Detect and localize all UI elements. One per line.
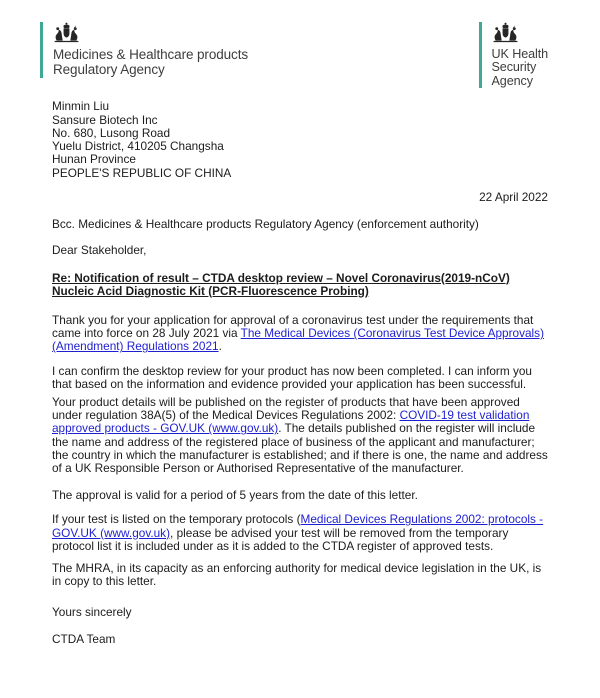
p1-text-after: . <box>218 339 222 354</box>
royal-crest-icon <box>492 22 519 43</box>
recipient-district: Yuelu District, 410205 Changsha <box>52 139 224 154</box>
ukhsa-name-line3: Agency <box>491 73 533 88</box>
signature: CTDA Team <box>52 631 116 646</box>
letter-date: 22 April 2022 <box>479 190 548 204</box>
recipient-street: No. 680, Lusong Road <box>52 125 171 140</box>
ukhsa-brand-bar <box>479 22 482 88</box>
letterhead <box>40 22 548 88</box>
paragraph-review-completed: I can confirm the desktop review for your product has now been completed. I can inform you that based on the information and evidence provided your application has been successful. <box>52 363 532 391</box>
paragraph-mhra-copy: The MHRA, in its capacity as an enforcing authority for medical device legislation in the UK, is in copy to this letter. <box>52 561 542 589</box>
p1-text-before: Thank you for your application for approval of a coronavirus test under the requirements that came into force on 28 July 2021 via <box>52 313 534 341</box>
mhra-logo <box>40 22 248 78</box>
covid-test-register-link[interactable]: COVID-19 test validation approved products - GOV.UK (www.gov.uk) <box>52 408 530 436</box>
royal-crest-icon <box>53 22 80 43</box>
medical-devices-regulations-link[interactable]: The Medical Devices (Coronavirus Test Device Approvals) (Amendment) Regulations 2021 <box>52 326 544 354</box>
recipient-name: Minmin Liu <box>52 99 110 114</box>
mhra-brand-bar <box>40 22 43 78</box>
recipient-province: Hunan Province <box>52 152 136 167</box>
paragraph-application-thanks <box>52 314 548 354</box>
recipient-address <box>52 100 548 180</box>
salutation: Dear Stakeholder, <box>52 243 147 258</box>
p5-text-before: If your test is listed on the temporary protocols ( <box>52 512 301 527</box>
paragraph-register-publication <box>52 396 548 475</box>
mhra-name-line2: Regulatory Agency <box>53 61 165 77</box>
temporary-protocols-link[interactable]: Medical Devices Regulations 2002: protocols - GOV.UK (www.gov.uk) <box>52 512 544 540</box>
ukhsa-name-line1: UK Health <box>491 47 548 61</box>
subject-line: Re: Notification of result – CTDA desktop review – Novel Coronavirus(2019-nCoV) Nucleic Acid Diagnostic Kit (PCR-Fluorescence Probing) <box>52 270 510 298</box>
p3-text-before: Your product details will be published on the register of products that have been approved under regulation 38A(5) of the Medical Devices Regulations 2002: <box>52 395 520 423</box>
p5-text-after: , please be advised your test will be removed from the temporary protocol list it is included under as it is added to the CTDA register of approved tests. <box>52 525 509 553</box>
bcc-line: Bcc. Medicines & Healthcare products Regulatory Agency (enforcement authority) <box>52 217 479 232</box>
paragraph-approval-validity: The approval is valid for a period of 5 years from the date of this letter. <box>52 488 418 503</box>
ukhsa-logo <box>479 22 549 88</box>
ukhsa-name-line2: Security <box>491 60 537 75</box>
recipient-company: Sansure Biotech Inc <box>52 112 158 127</box>
paragraph-temporary-protocols <box>52 513 548 553</box>
mhra-name-line1: Medicines & Healthcare products <box>53 47 248 62</box>
closing: Yours sincerely <box>52 605 132 620</box>
recipient-country: PEOPLE'S REPUBLIC OF CHINA <box>52 165 232 180</box>
p3-text-after: . The details published on the register will include the name and address of the registered place of business of the applicant and manufacturer; the country in which the manufacturer is established; and if there is one, the name and address of a UK Responsible Person or Authorised Representative of the manufacturer. <box>52 421 548 476</box>
